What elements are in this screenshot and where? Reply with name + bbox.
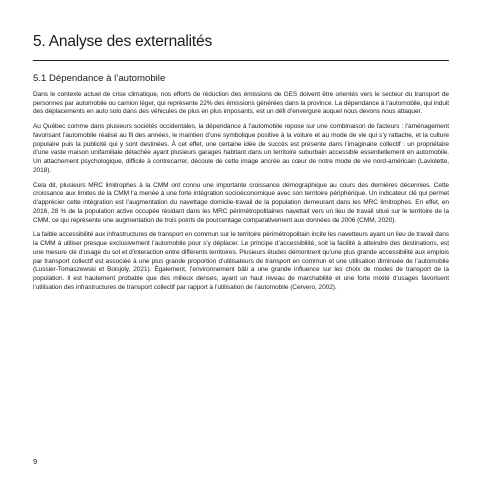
body-text <box>33 91 449 299</box>
paragraph: Au Québec comme dans plusieurs sociétés occidentales, la dépendance à l’automobile repose sur une combinaison de facteurs : l’aménagement favorisant l’automobile réalisé au fil des années, le maintien d’une symbolique positive à la voiture et au mode de vie qui s’y rattache, et la culture populaire puis la publicité qui y sont destinées. À cet effet, une certaine idée de succès est présente dans l’imaginaire collectif : un propriétaire d’une vaste maison unifamiliale détachée ayant plusieurs garages habitant dans un territoire suburbain accessible essentiellement en automobile. Un attachement psychologique, difficile à contrecarrer, découle de cette image ancrée au cœur de notre mode de vie nord-américain (Laviolette, 2018). <box>33 123 449 174</box>
subsection-title: 5.1 Dépendance à l’automobile <box>33 73 166 84</box>
section-title: 5. Analyse des externalités <box>33 33 212 50</box>
paragraph: Cela dit, plusieurs MRC limitrophes à la CMM ont connu une importante croissance démographique au cours des dernières décennies. Cette croissance aux limites de la CMM l’a menée à une forte intégration socioéconomique avec son territoire périphérique. Un indicateur clé qui permet d’apprécier cette intégration est l’augmentation du navettage domicile-travail de la population demeurant dans les MRC limitrophes. En effet, en 2016, 28 % de la population active occupée résidant dans les MRC périmétropolitaines navettait vers un lieu de travail situé sur le territoire de la CMM, ce qui représente une augmentation de trois points de pourcentage comparativement aux données de 2006 (CMM, 2020). <box>33 181 449 224</box>
paragraph: La faible accessibilité aux infrastructures de transport en commun sur le territoire périmétropolitain incite les navetteurs ayant un lieu de travail dans la CMM à utiliser presque exclusivement l’automobile pour s’y déplacer. Le principe d’accessibilité, soit la facilité à atteindre des destinations, est une mesure clé d’usage du sol et d’interaction entre différents territoires. Plusieurs études démontrent qu’une plus grande accessibilité aux emplois par transport collectif est associée à une plus grande proportion d’utilisateurs de transport en commun et une utilisation diminuée de l’automobile (Lussier-Tomaszewski et Boisjoly, 2021). Également, l’environnement bâti a une grande influence sur les choix de modes de transport de la population. Il est hautement probable que des milieux denses, ayant un haut niveau de marchabilité et une forte mixité d’usages favorisent l’utilisation des infrastructures de transport collectif par rapport à l’utilisation de l’automobile (Cervero, 2002). <box>33 231 449 291</box>
paragraph: Dans le contexte actuel de crise climatique, nos efforts de réduction des émissions de GES doivent être orientés vers le secteur du transport de personnes par automobile ou camion léger, qui représente 22% des émissions générées dans la province. La dépendance à l’automobile, qui induit des déplacements en auto solo dans des véhicules de plus en plus imposants, est un défi d’envergure auquel nous devons nous attaquer. <box>33 91 449 116</box>
page-number: 9 <box>33 457 38 466</box>
title-divider <box>33 60 449 61</box>
document-page <box>33 0 451 480</box>
